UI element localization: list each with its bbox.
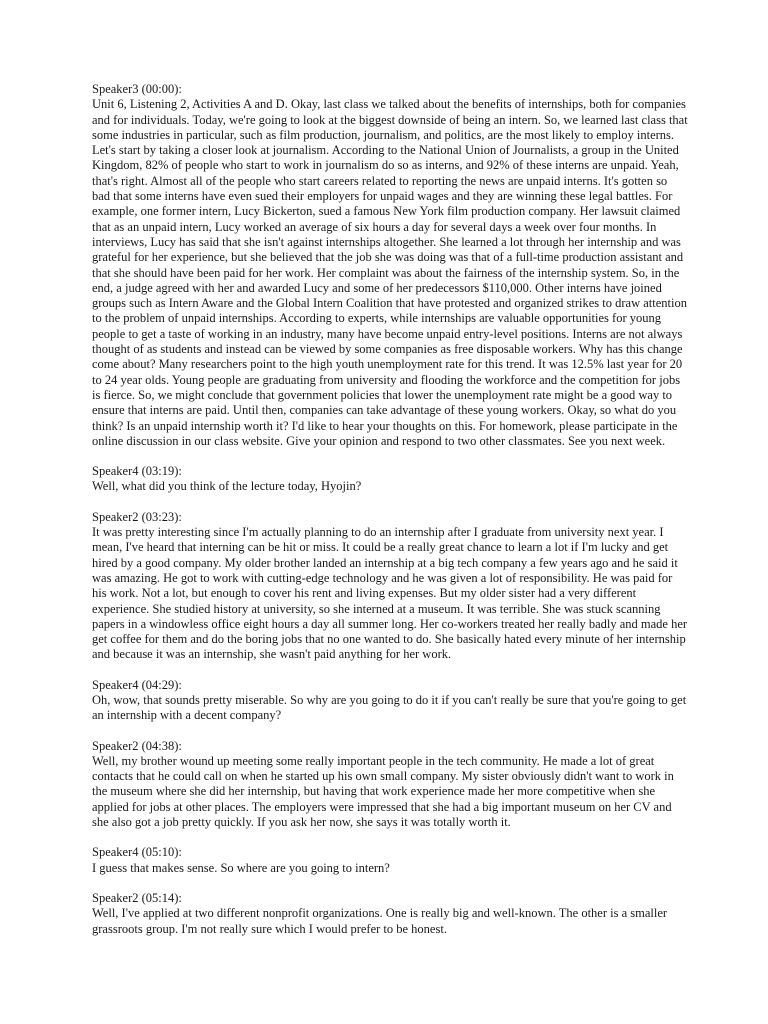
transcript-entry bbox=[92, 510, 688, 663]
transcript-entry bbox=[92, 678, 688, 724]
transcript-page bbox=[92, 82, 688, 952]
speaker-label: Speaker2 (03:23): bbox=[92, 509, 182, 524]
transcript-text: Oh, wow, that sounds pretty miserable. So why are you going to do it if you can't really be sure that you're going to get an internship with a decent company? bbox=[92, 692, 687, 723]
transcript-entry bbox=[92, 464, 688, 495]
transcript-entry bbox=[92, 739, 688, 831]
transcript-entry bbox=[92, 845, 688, 876]
transcript-text: It was pretty interesting since I'm actually planning to do an internship after I graduate from university next year. I mean, I've heard that interning can be hit or miss. It could be a really great chance to learn a lot if I'm lucky and get hired by a good company. My older brother landed an internship at a big tech company a few years ago and he said it was amazing. He got to work with cutting-edge technology and he was given a lot of responsibility. He was paid for his work. Not a lot, but enough to cover his rent and living expenses. But my older sister had a very different experience. She studied history at university, so she interned at a museum. It was terrible. She was stuck scanning papers in a windowless office eight hours a day all summer long. Her co-workers treated her really badly and made her get coffee for them and do the boring jobs that no one wanted to do. She basically hated every minute of her internship and because it was an internship, she wasn't paid anything for her work. bbox=[92, 525, 688, 662]
transcript-entry bbox=[92, 82, 688, 449]
transcript-text: Well, I've applied at two different nonprofit organizations. One is really big and well-known. The other is a smaller grassroots group. I'm not really sure which I would prefer to be honest. bbox=[92, 906, 668, 936]
speaker-label: Speaker2 (05:14): bbox=[92, 890, 182, 905]
speaker-label: Speaker3 (00:00): bbox=[92, 82, 182, 96]
transcript-entry bbox=[92, 891, 688, 937]
transcript-text: Well, my brother wound up meeting some really important people in the tech community. He made a lot of great contacts that he could call on when he started up his own small company. My sister obviously didn't want to work in the museum where she did her internship, but having that work experience made her more competitive when she applied for jobs at other places. The employers were impressed that she had a big important museum on her CV and she also got a job pretty quickly. If you ask her now, she says it was totally worth it. bbox=[92, 753, 674, 830]
speaker-label: Speaker4 (05:10): bbox=[92, 845, 182, 860]
speaker-label: Speaker4 (04:29): bbox=[92, 677, 182, 692]
transcript-text: I guess that makes sense. So where are you going to intern? bbox=[92, 860, 390, 875]
transcript-text: Well, what did you think of the lecture today, Hyojin? bbox=[92, 479, 362, 494]
speaker-label: Speaker4 (03:19): bbox=[92, 464, 182, 479]
transcript-text: Unit 6, Listening 2, Activities A and D. Okay, last class we talked about the benefits of internships, both for companies and for individuals. Today, we're going to look at the biggest downside of being an intern. So, we learned last class that some industries in particular, such as film production, journalism, and politics, are the most likely to employ interns. Let's start by taking a closer look at journalism. According to the National Union of Journalists, a group in the United Kingdom, 82% of people who start to work in journalism do so as interns, and 92% of these interns are unpaid. Yeah, that's right. Almost all of the people who start careers related to reporting the news are unpaid interns. It's gotten so bad that some interns have even sued their employers for unpaid wages and they are winning these legal battles. For example, one former intern, Lucy Bickerton, sued a famous New York film production company. Her lawsuit claimed that as an unpaid intern, Lucy worked an average of six hours a day for several days a week over four months. In interviews, Lucy has said that she isn't against internships altogether. She learned a lot through her internship and was grateful for her experience, but she believed that the job she was doing was that of a full-time production assistant and that she should have been paid for her work. Her complaint was about the fairness of the internship system. So, in the end, a judge agreed with her and awarded Lucy and some of her predecessors $110,000. Other interns have joined groups such as Intern Aware and the Global Intern Coalition that have protested and organized strikes to draw attention to the problem of unpaid internships. According to experts, while internships are valuable opportunities for young people to get a taste of working in an industry, many have become unpaid entry-level positions. Interns are not always thought of as students and instead can be viewed by some companies as free disposable workers. Why has this change come about? Many researchers point to the high youth unemployment rate for this trend. It was 12.5% last year for 20 to 24 year olds. Young people are graduating from university and flooding the workforce and the competition for jobs is fierce. So, we might conclude that government policies that lower the unemployment rate might be a good way to ensure that interns are paid. Until then, companies can take advantage of these young workers. Okay, so what do you think? Is an unpaid internship worth it? I'd like to hear your thoughts on this. For homework, please participate in the online discussion in our class website. Give your opinion and respond to two other classmates. See you next week. bbox=[92, 97, 688, 448]
speaker-label: Speaker2 (04:38): bbox=[92, 738, 182, 753]
